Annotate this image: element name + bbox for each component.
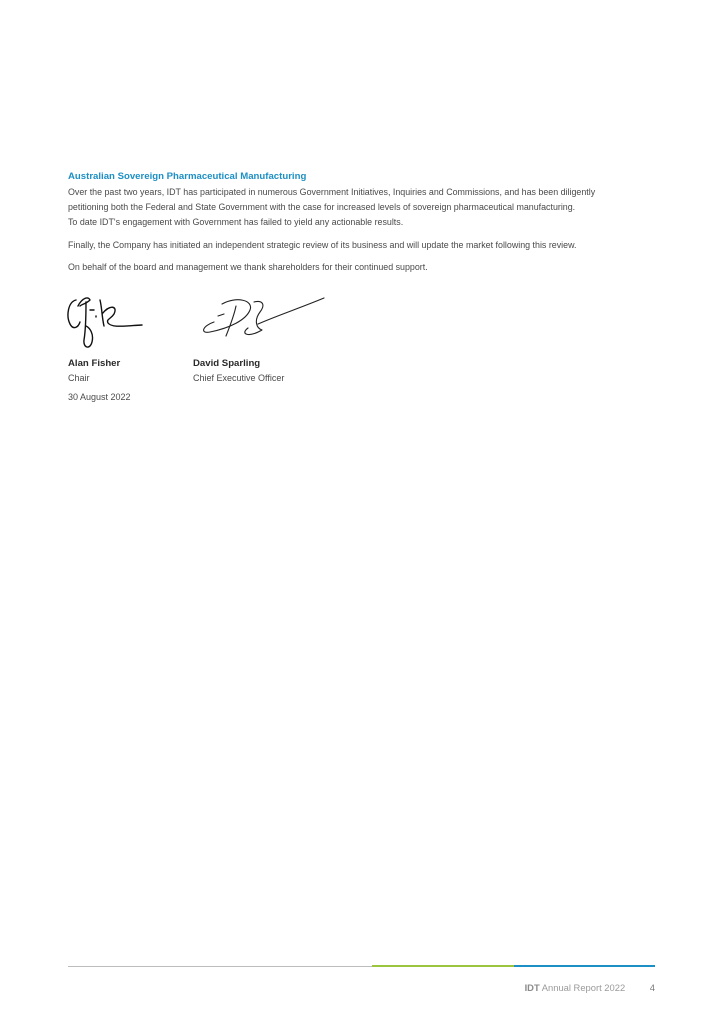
signature-david-sparling [196,294,326,340]
signatory-name: David Sparling [193,358,261,369]
paragraph-strategic-review: Finally, the Company has initiated an independent strategic review of its business and will update the market following this review. [68,240,577,250]
signature-alan-fisher [64,292,148,354]
signatory-title: Chair [68,373,90,383]
footer-rule-gray [68,966,372,967]
paragraph-government-engagement [68,185,668,230]
footer-rule-green [372,965,514,967]
page-number: 4 [649,982,655,993]
signatory-name: Alan Fisher [68,358,121,369]
section-heading: Australian Sovereign Pharmaceutical Manufacturing [68,171,307,182]
footer-rule-blue [514,965,655,967]
footer-report-title: Annual Report 2022 [541,982,626,993]
signatory-title: Chief Executive Officer [193,373,285,383]
paragraph-line: petitioning both the Federal and State Government with the case for increased levels of sovereign pharmaceutical manufacturing. [68,202,576,212]
paragraph-line: Over the past two years, IDT has participated in numerous Government Initiatives, Inquiries and Commissions, and has been diligently [68,187,596,197]
footer-brand: IDT [524,982,540,993]
paragraph-thanks: On behalf of the board and management we thank shareholders for their continued support. [68,262,428,272]
paragraph-line: To date IDT's engagement with Government has failed to yield any actionable results. [68,217,404,227]
signing-date: 30 August 2022 [68,392,131,402]
page-footer [525,982,655,993]
